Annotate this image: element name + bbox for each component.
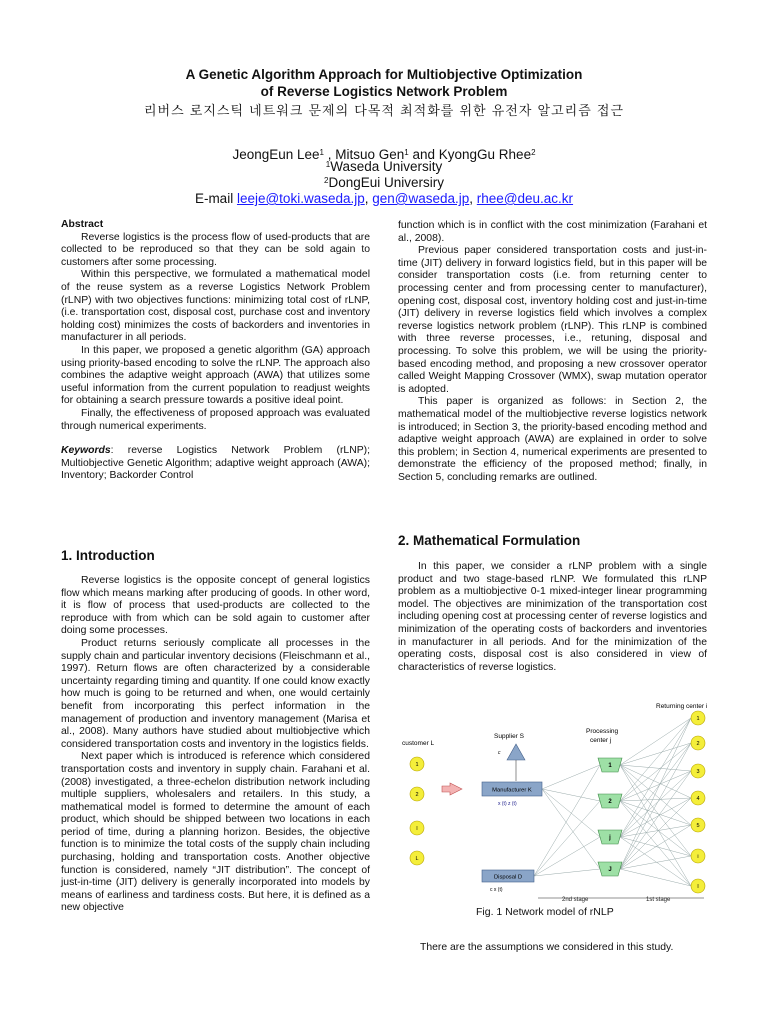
affiliation-marker: 1 — [325, 160, 331, 169]
returning-center-node-label: 5 — [696, 823, 700, 829]
network-model-figure — [398, 698, 718, 908]
returning-center-node-label: 3 — [696, 769, 700, 775]
returning-center-node-label: 1 — [696, 716, 700, 722]
figure-caption: Fig. 1 Network model of rNLP — [476, 906, 614, 918]
keywords-label: Keywords — [61, 445, 111, 457]
abstract-heading: Abstract — [61, 219, 104, 230]
processing-center-node-label: 1 — [608, 763, 612, 769]
email-separator: , — [469, 191, 477, 206]
returning-center-node-label: I — [697, 884, 699, 890]
customer-node-label: 1 — [415, 762, 419, 768]
affiliation-2 — [0, 175, 768, 191]
intro-paragraph: Reverse logistics is the opposite concept of general logistics flow which means marking after producing of goods. In other word, it is flow of process that used-products are collected to the reproduce with from which can be sold again to customer after doing some processes. — [61, 575, 370, 637]
network-edge — [620, 801, 691, 825]
intro-paragraph: Product returns seriously complicate all processes in the supply chain and particular inventory decisions (Fleischmann et al., 1997). Return flows are often characterized by a considerable uncertainty regarding timing and quantity. If one could know exactly how much is going to be returned and when, one would certainly benefit from incorporating this perfect information in the management of production and inventory management (Marisa et al., 2008). Many authors have studied about multiobjective which considered transportation costs and inventory in the logistics fields. — [61, 637, 370, 750]
network-edge — [620, 765, 691, 856]
disposal-label: Disposal D — [493, 874, 523, 881]
paper-title-line2: of Reverse Logistics Network Problem — [260, 84, 508, 99]
paper-title-line1: A Genetic Algorithm Approach for Multiobjective Optimization — [185, 67, 583, 82]
processing-center-node-label: j — [609, 835, 611, 841]
network-edge — [620, 801, 691, 856]
network-edge — [620, 718, 691, 801]
keywords — [61, 445, 370, 483]
introduction-section — [61, 575, 370, 915]
intro-paragraph: function which is in conflict with the cost minimization (Farahani et al., 2008). — [398, 220, 707, 244]
manufacturer-vars: x (t) z (t) — [498, 801, 517, 807]
network-edge — [534, 801, 600, 876]
author-name: and KyongGu Rhee — [408, 147, 532, 162]
abstract-paragraph: Finally, the effectiveness of proposed approach was evaluated through numerical experiments. — [61, 407, 370, 432]
affiliation-1 — [0, 159, 768, 175]
email-label: E-mail — [194, 191, 237, 206]
network-edge — [620, 718, 691, 765]
email-line — [0, 191, 768, 207]
math-section — [398, 561, 707, 674]
network-edge — [620, 798, 691, 869]
network-edge — [620, 743, 691, 837]
affiliation-marker: 1 — [404, 148, 409, 157]
affiliation-text: DongEui Universiry — [328, 175, 444, 190]
affiliation-marker: 2 — [324, 176, 329, 185]
processing-label: Processing — [586, 728, 619, 735]
network-edge — [534, 765, 600, 876]
math-paragraph: In this paper, we consider a rLNP problem with a single product and two stage-based rLNP. We formulated this rLNP problem as a multiobjective 0-1 mixed-integer linear programming model. The objectives are minimization of the transportation cost including opening cost at processing center of reverse logistics and minimization of the operating costs of backorders and inventories in manufacturer in all periods. And for the minimization of the operating costs, disposal cost is also considered in view of characteristics of reverse logistics. — [398, 561, 707, 673]
customer-label: customer L — [402, 740, 435, 747]
supplier-node — [507, 744, 525, 760]
affiliation-text: Waseda University — [330, 159, 443, 174]
email-link-1[interactable]: leeje@toki.waseda.jp — [236, 191, 365, 206]
network-edge — [542, 765, 600, 789]
processing-center-node-label: 2 — [608, 799, 612, 805]
network-edge — [620, 798, 691, 801]
network-edge — [620, 837, 691, 886]
stage-2-label: 2nd stage — [562, 897, 589, 903]
manufacturer-label: Manufacturer K — [492, 787, 532, 794]
network-edge — [542, 789, 600, 801]
section-heading-introduction: 1. Introduction — [61, 548, 155, 563]
disposal-vars: c x (t) — [490, 887, 503, 893]
closing-sentence: There are the assumptions we considered in this study. — [420, 942, 674, 953]
stage-1-label: 1st stage — [646, 897, 671, 903]
email-link-2[interactable]: gen@waseda.jp — [372, 191, 470, 206]
intro-paragraph: Previous paper considered transportation costs and just-in-time (JIT) delivery in forward logistics field, but in this paper will be consider transportation costs (i.e. from returning center to processing center and from processing center to manufacturer), opening cost, disposal cost, inventory holding cost and just-in-time (JIT) delivery in reverse logistics field which involves a complex reverse logistics network problem (rLNP). This rLNP is combined with three reverse processes, i.e., retuning, disposal and processing. To solve this problem, we will be using the priority-based encoding method, and proposing a new crossover operator called Weight Mapping Crossover (WMX), swap mutation operator is adopted. — [398, 245, 707, 395]
section-heading-math: 2. Mathematical Formulation — [398, 533, 581, 548]
customer-node-label: L — [415, 856, 419, 862]
supplier-label: Supplier S — [494, 733, 524, 740]
return-flow-arrow-icon — [442, 783, 462, 795]
returning-center-node-label: 4 — [696, 796, 700, 802]
affiliation-marker: 2 — [531, 148, 536, 157]
abstract-paragraph: In this paper, we proposed a genetic algorithm (GA) approach using priority-based encoding to solve the rLNP. The approach also combines the adaptive weight approach (AWA) that utilizes some useful information from the current population to readjust weights for obtaining a search pressure towards a positive ideal point. — [61, 344, 370, 407]
keywords-text: : reverse Logistics Network Problem (rLNP); Multiobjective Genetic Algorithm; adaptive weight approach (AWA); Inventory; Backorder Control — [61, 445, 370, 482]
customer-node-label: 2 — [415, 792, 419, 798]
author-name: , Mitsuo Gen — [323, 147, 405, 162]
supplier-cost-label: c — [498, 750, 501, 756]
email-link-3[interactable]: rhee@deu.ac.kr — [476, 191, 574, 206]
network-edge — [542, 789, 600, 837]
returning-center-nodes — [691, 711, 705, 893]
processing-center-node-label: J — [608, 867, 612, 873]
abstract-paragraph: Reverse logistics is the process flow of used-products that are collected to be reproduced so that they can be sold again to customers after some processing. — [61, 231, 370, 268]
intro-paragraph: Next paper which is introduced is reference which considered transportation costs and inventory in supply chain. Farahani et al. (2008) investigated, a three-echelon distribution network including multiple suppliers, wholesalers and retailers. In this study, a mathematical model is formed to determine the amount of each product, which should be shipped between two locations in each period of time, during a planning horizon. Besides, the objective function is to minimize the total costs of the supply chain including purchasing, holding and transportation costs. Another objective function is considered, namely “JIT distribution”. The concept of just-in-time (JIT) delivery is generally incorporated into models by means of earliness and tardiness costs. But here, it is defined as a new objective — [61, 751, 370, 914]
returning-center-node-label: i — [697, 854, 699, 860]
intro-paragraph: This paper is organized as follows: in Section 2, the mathematical model of the multiobjective reverse logistics network is introduced; in Section 3, the priority-based encoding method and adaptive weight approach (AWA) are explained in order to solve this problem; in Section 4, numerical experiments are presented to demonstrate the efficiency of the proposed method; finally, in Section 5, concluding remarks are outlined. — [398, 396, 707, 483]
returning-center-node-label: 2 — [696, 741, 700, 747]
returning-center-label: Returning center i — [656, 703, 708, 710]
paper-title-korean: 리버스 로지스틱 네트워크 문제의 다목적 최적화를 위한 유전자 알고리즘 접근 — [143, 104, 625, 119]
network-edge — [620, 801, 691, 886]
abstract-paragraph: Within this perspective, we formulated a mathematical model of the reuse system as a reverse Logistics Network Problem (rLNP) with two objectives functions: minimizing total cost of rLNP, (i.e. transportation cost, disposal cost, purchase cost and inventory holding cost) minimizes the costs of backorders and inventories in manufacturer in all periods. — [61, 269, 370, 344]
abstract-section — [61, 219, 370, 483]
processing-center-label: center j — [590, 737, 612, 744]
author-name: JeongEun Lee — [232, 147, 320, 162]
network-edge — [620, 718, 691, 837]
customer-node-label: l — [416, 826, 418, 832]
email-separator: , — [364, 191, 373, 206]
network-edge — [620, 771, 691, 869]
network-edge — [620, 765, 691, 825]
network-edge — [620, 869, 691, 886]
affiliation-marker: 1 — [319, 148, 324, 157]
customer-nodes — [410, 757, 424, 865]
processing-center-nodes — [598, 758, 622, 876]
network-edge — [620, 743, 691, 801]
intro-continued — [398, 220, 707, 484]
network-edge — [620, 765, 691, 886]
